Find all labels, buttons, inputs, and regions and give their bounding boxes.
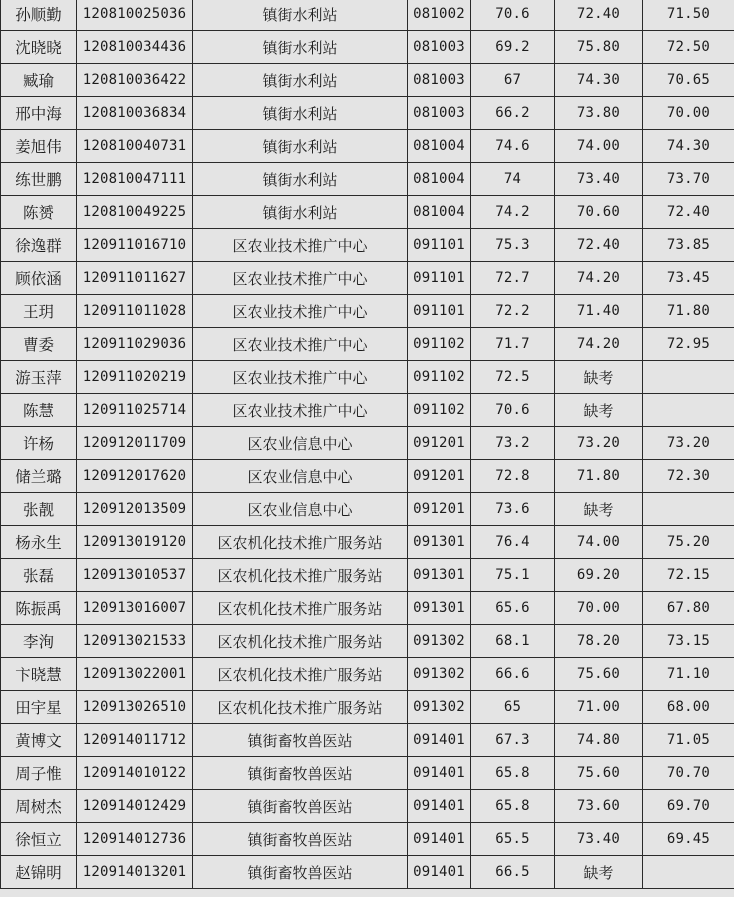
exam-id-cell: 120913016007 <box>77 592 193 625</box>
exam-id-cell: 120810040731 <box>77 130 193 163</box>
position-code-cell: 091102 <box>408 361 471 394</box>
employer-unit-cell: 区农业信息中心 <box>193 493 408 526</box>
written-score-cell: 72.5 <box>471 361 555 394</box>
candidate-name-cell: 游玉萍 <box>1 361 77 394</box>
total-score-cell: 72.40 <box>643 196 734 229</box>
table-row <box>1 361 734 394</box>
written-score-cell: 67 <box>471 64 555 97</box>
table-row <box>1 526 734 559</box>
table-row <box>1 394 734 427</box>
employer-unit-cell: 区农机化技术推广服务站 <box>193 658 408 691</box>
exam-id-cell: 120911011627 <box>77 262 193 295</box>
position-code-cell: 091301 <box>408 526 471 559</box>
exam-id-cell: 120911020219 <box>77 361 193 394</box>
total-score-cell: 75.20 <box>643 526 734 559</box>
employer-unit-cell: 镇街水利站 <box>193 97 408 130</box>
candidate-name-cell: 曹委 <box>1 328 77 361</box>
written-score-cell: 66.6 <box>471 658 555 691</box>
position-code-cell: 091401 <box>408 856 471 889</box>
interview-score-cell: 71.00 <box>555 691 643 724</box>
exam-id-cell: 120912011709 <box>77 427 193 460</box>
candidate-name-cell: 陈振禹 <box>1 592 77 625</box>
position-code-cell: 081003 <box>408 31 471 64</box>
interview-score-cell: 74.20 <box>555 262 643 295</box>
interview-score-cell: 75.60 <box>555 658 643 691</box>
total-score-cell: 74.30 <box>643 130 734 163</box>
exam-id-cell: 120913021533 <box>77 625 193 658</box>
exam-id-cell: 120911016710 <box>77 229 193 262</box>
total-score-cell: 70.65 <box>643 64 734 97</box>
written-score-cell: 75.1 <box>471 559 555 592</box>
table-row <box>1 427 734 460</box>
position-code-cell: 081003 <box>408 64 471 97</box>
exam-id-cell: 120810036422 <box>77 64 193 97</box>
interview-score-cell: 74.30 <box>555 64 643 97</box>
exam-id-cell: 120810025036 <box>77 0 193 31</box>
total-score-cell: 71.10 <box>643 658 734 691</box>
employer-unit-cell: 区农机化技术推广服务站 <box>193 526 408 559</box>
table-row <box>1 31 734 64</box>
employer-unit-cell: 区农机化技术推广服务站 <box>193 559 408 592</box>
position-code-cell: 091401 <box>408 757 471 790</box>
written-score-cell: 69.2 <box>471 31 555 64</box>
total-score-cell: 69.70 <box>643 790 734 823</box>
position-code-cell: 091301 <box>408 592 471 625</box>
position-code-cell: 091302 <box>408 691 471 724</box>
table-row <box>1 163 734 196</box>
interview-score-cell: 74.00 <box>555 526 643 559</box>
candidate-name-cell: 陈赟 <box>1 196 77 229</box>
exam-id-cell: 120911025714 <box>77 394 193 427</box>
written-score-cell: 74.2 <box>471 196 555 229</box>
position-code-cell: 091101 <box>408 229 471 262</box>
candidate-name-cell: 王玥 <box>1 295 77 328</box>
position-code-cell: 091201 <box>408 493 471 526</box>
exam-id-cell: 120914012429 <box>77 790 193 823</box>
candidate-name-cell: 邢中海 <box>1 97 77 130</box>
candidate-name-cell: 卞晓慧 <box>1 658 77 691</box>
interview-score-cell: 78.20 <box>555 625 643 658</box>
total-score-cell: 73.70 <box>643 163 734 196</box>
exam-id-cell: 120913019120 <box>77 526 193 559</box>
employer-unit-cell: 镇街畜牧兽医站 <box>193 823 408 856</box>
employer-unit-cell: 镇街水利站 <box>193 0 408 31</box>
employer-unit-cell: 镇街畜牧兽医站 <box>193 757 408 790</box>
interview-score-cell: 74.00 <box>555 130 643 163</box>
interview-score-cell: 72.40 <box>555 0 643 31</box>
total-score-cell: 72.15 <box>643 559 734 592</box>
table-row <box>1 196 734 229</box>
candidate-name-cell: 储兰璐 <box>1 460 77 493</box>
interview-score-cell: 71.80 <box>555 460 643 493</box>
written-score-cell: 67.3 <box>471 724 555 757</box>
position-code-cell: 091302 <box>408 658 471 691</box>
employer-unit-cell: 镇街畜牧兽医站 <box>193 790 408 823</box>
exam-id-cell: 120912013509 <box>77 493 193 526</box>
score-table-body <box>1 0 734 889</box>
table-row <box>1 856 734 889</box>
interview-score-cell: 70.60 <box>555 196 643 229</box>
written-score-cell: 73.6 <box>471 493 555 526</box>
total-score-cell: 70.70 <box>643 757 734 790</box>
written-score-cell: 72.2 <box>471 295 555 328</box>
candidate-name-cell: 张磊 <box>1 559 77 592</box>
table-row <box>1 559 734 592</box>
position-code-cell: 091201 <box>408 427 471 460</box>
interview-score-cell: 缺考 <box>555 856 643 889</box>
exam-id-cell: 120912017620 <box>77 460 193 493</box>
total-score-cell <box>643 394 734 427</box>
total-score-cell: 71.50 <box>643 0 734 31</box>
written-score-cell: 72.7 <box>471 262 555 295</box>
position-code-cell: 091201 <box>408 460 471 493</box>
interview-score-cell: 缺考 <box>555 493 643 526</box>
candidate-name-cell: 顾依涵 <box>1 262 77 295</box>
table-row <box>1 724 734 757</box>
position-code-cell: 081004 <box>408 130 471 163</box>
employer-unit-cell: 区农业技术推广中心 <box>193 328 408 361</box>
interview-score-cell: 缺考 <box>555 394 643 427</box>
written-score-cell: 76.4 <box>471 526 555 559</box>
exam-id-cell: 120914011712 <box>77 724 193 757</box>
table-row <box>1 64 734 97</box>
employer-unit-cell: 区农机化技术推广服务站 <box>193 592 408 625</box>
table-row <box>1 229 734 262</box>
candidate-name-cell: 周子惟 <box>1 757 77 790</box>
table-row <box>1 0 734 31</box>
employer-unit-cell: 镇街水利站 <box>193 64 408 97</box>
table-row <box>1 295 734 328</box>
interview-score-cell: 75.80 <box>555 31 643 64</box>
total-score-cell: 73.20 <box>643 427 734 460</box>
employer-unit-cell: 区农业技术推广中心 <box>193 295 408 328</box>
position-code-cell: 091102 <box>408 394 471 427</box>
position-code-cell: 091401 <box>408 823 471 856</box>
total-score-cell: 73.45 <box>643 262 734 295</box>
candidate-name-cell: 杨永生 <box>1 526 77 559</box>
position-code-cell: 091102 <box>408 328 471 361</box>
employer-unit-cell: 区农业信息中心 <box>193 427 408 460</box>
candidate-name-cell: 练世鹏 <box>1 163 77 196</box>
table-row <box>1 328 734 361</box>
candidate-name-cell: 孙顺勤 <box>1 0 77 31</box>
interview-score-cell: 73.40 <box>555 163 643 196</box>
position-code-cell: 081002 <box>408 0 471 31</box>
interview-score-cell: 69.20 <box>555 559 643 592</box>
exam-id-cell: 120810034436 <box>77 31 193 64</box>
interview-score-cell: 73.60 <box>555 790 643 823</box>
total-score-cell: 72.30 <box>643 460 734 493</box>
employer-unit-cell: 镇街水利站 <box>193 163 408 196</box>
table-row <box>1 625 734 658</box>
candidate-name-cell: 沈晓晓 <box>1 31 77 64</box>
written-score-cell: 73.2 <box>471 427 555 460</box>
table-row <box>1 262 734 295</box>
interview-score-cell: 73.20 <box>555 427 643 460</box>
total-score-cell <box>643 856 734 889</box>
candidate-name-cell: 姜旭伟 <box>1 130 77 163</box>
employer-unit-cell: 镇街水利站 <box>193 196 408 229</box>
written-score-cell: 72.8 <box>471 460 555 493</box>
employer-unit-cell: 区农业技术推广中心 <box>193 262 408 295</box>
table-row <box>1 823 734 856</box>
total-score-cell: 71.80 <box>643 295 734 328</box>
written-score-cell: 66.2 <box>471 97 555 130</box>
employer-unit-cell: 区农业信息中心 <box>193 460 408 493</box>
candidate-name-cell: 周树杰 <box>1 790 77 823</box>
total-score-cell: 73.85 <box>643 229 734 262</box>
written-score-cell: 71.7 <box>471 328 555 361</box>
exam-id-cell: 120810049225 <box>77 196 193 229</box>
table-row <box>1 658 734 691</box>
candidate-name-cell: 张靓 <box>1 493 77 526</box>
table-row <box>1 691 734 724</box>
written-score-cell: 65.5 <box>471 823 555 856</box>
candidate-name-cell: 黄博文 <box>1 724 77 757</box>
exam-id-cell: 120913026510 <box>77 691 193 724</box>
candidate-name-cell: 许杨 <box>1 427 77 460</box>
employer-unit-cell: 镇街畜牧兽医站 <box>193 856 408 889</box>
table-row <box>1 97 734 130</box>
exam-id-cell: 120913022001 <box>77 658 193 691</box>
interview-score-cell: 缺考 <box>555 361 643 394</box>
employer-unit-cell: 镇街水利站 <box>193 130 408 163</box>
written-score-cell: 66.5 <box>471 856 555 889</box>
table-row <box>1 790 734 823</box>
position-code-cell: 091401 <box>408 790 471 823</box>
exam-id-cell: 120913010537 <box>77 559 193 592</box>
interview-score-cell: 74.20 <box>555 328 643 361</box>
total-score-cell <box>643 361 734 394</box>
table-row <box>1 493 734 526</box>
written-score-cell: 75.3 <box>471 229 555 262</box>
position-code-cell: 091101 <box>408 262 471 295</box>
total-score-cell: 67.80 <box>643 592 734 625</box>
candidate-name-cell: 臧瑜 <box>1 64 77 97</box>
candidate-name-cell: 陈慧 <box>1 394 77 427</box>
table-row <box>1 130 734 163</box>
position-code-cell: 091101 <box>408 295 471 328</box>
exam-id-cell: 120914013201 <box>77 856 193 889</box>
candidate-name-cell: 李洵 <box>1 625 77 658</box>
exam-id-cell: 120810036834 <box>77 97 193 130</box>
total-score-cell: 71.05 <box>643 724 734 757</box>
table-row <box>1 592 734 625</box>
employer-unit-cell: 区农业技术推广中心 <box>193 361 408 394</box>
position-code-cell: 091302 <box>408 625 471 658</box>
written-score-cell: 68.1 <box>471 625 555 658</box>
total-score-cell: 73.15 <box>643 625 734 658</box>
candidate-name-cell: 田宇星 <box>1 691 77 724</box>
exam-id-cell: 120914010122 <box>77 757 193 790</box>
written-score-cell: 65 <box>471 691 555 724</box>
table-row <box>1 757 734 790</box>
interview-score-cell: 70.00 <box>555 592 643 625</box>
total-score-cell: 69.45 <box>643 823 734 856</box>
exam-id-cell: 120911011028 <box>77 295 193 328</box>
interview-score-cell: 73.40 <box>555 823 643 856</box>
written-score-cell: 65.8 <box>471 790 555 823</box>
position-code-cell: 091401 <box>408 724 471 757</box>
employer-unit-cell: 区农业技术推广中心 <box>193 394 408 427</box>
total-score-cell: 72.50 <box>643 31 734 64</box>
employer-unit-cell: 区农业技术推广中心 <box>193 229 408 262</box>
candidate-name-cell: 徐恒立 <box>1 823 77 856</box>
interview-score-cell: 73.80 <box>555 97 643 130</box>
interview-score-cell: 72.40 <box>555 229 643 262</box>
position-code-cell: 081004 <box>408 163 471 196</box>
position-code-cell: 081003 <box>408 97 471 130</box>
total-score-cell: 68.00 <box>643 691 734 724</box>
total-score-cell <box>643 493 734 526</box>
written-score-cell: 70.6 <box>471 394 555 427</box>
exam-id-cell: 120911029036 <box>77 328 193 361</box>
total-score-cell: 72.95 <box>643 328 734 361</box>
written-score-cell: 70.6 <box>471 0 555 31</box>
written-score-cell: 74 <box>471 163 555 196</box>
written-score-cell: 74.6 <box>471 130 555 163</box>
exam-id-cell: 120810047111 <box>77 163 193 196</box>
written-score-cell: 65.8 <box>471 757 555 790</box>
total-score-cell: 70.00 <box>643 97 734 130</box>
employer-unit-cell: 区农机化技术推广服务站 <box>193 691 408 724</box>
candidate-name-cell: 赵锦明 <box>1 856 77 889</box>
table-row <box>1 460 734 493</box>
written-score-cell: 65.6 <box>471 592 555 625</box>
employer-unit-cell: 镇街水利站 <box>193 31 408 64</box>
candidate-name-cell: 徐逸群 <box>1 229 77 262</box>
exam-id-cell: 120914012736 <box>77 823 193 856</box>
interview-score-cell: 75.60 <box>555 757 643 790</box>
interview-score-cell: 74.80 <box>555 724 643 757</box>
interview-score-cell: 71.40 <box>555 295 643 328</box>
employer-unit-cell: 区农机化技术推广服务站 <box>193 625 408 658</box>
position-code-cell: 081004 <box>408 196 471 229</box>
employer-unit-cell: 镇街畜牧兽医站 <box>193 724 408 757</box>
position-code-cell: 091301 <box>408 559 471 592</box>
